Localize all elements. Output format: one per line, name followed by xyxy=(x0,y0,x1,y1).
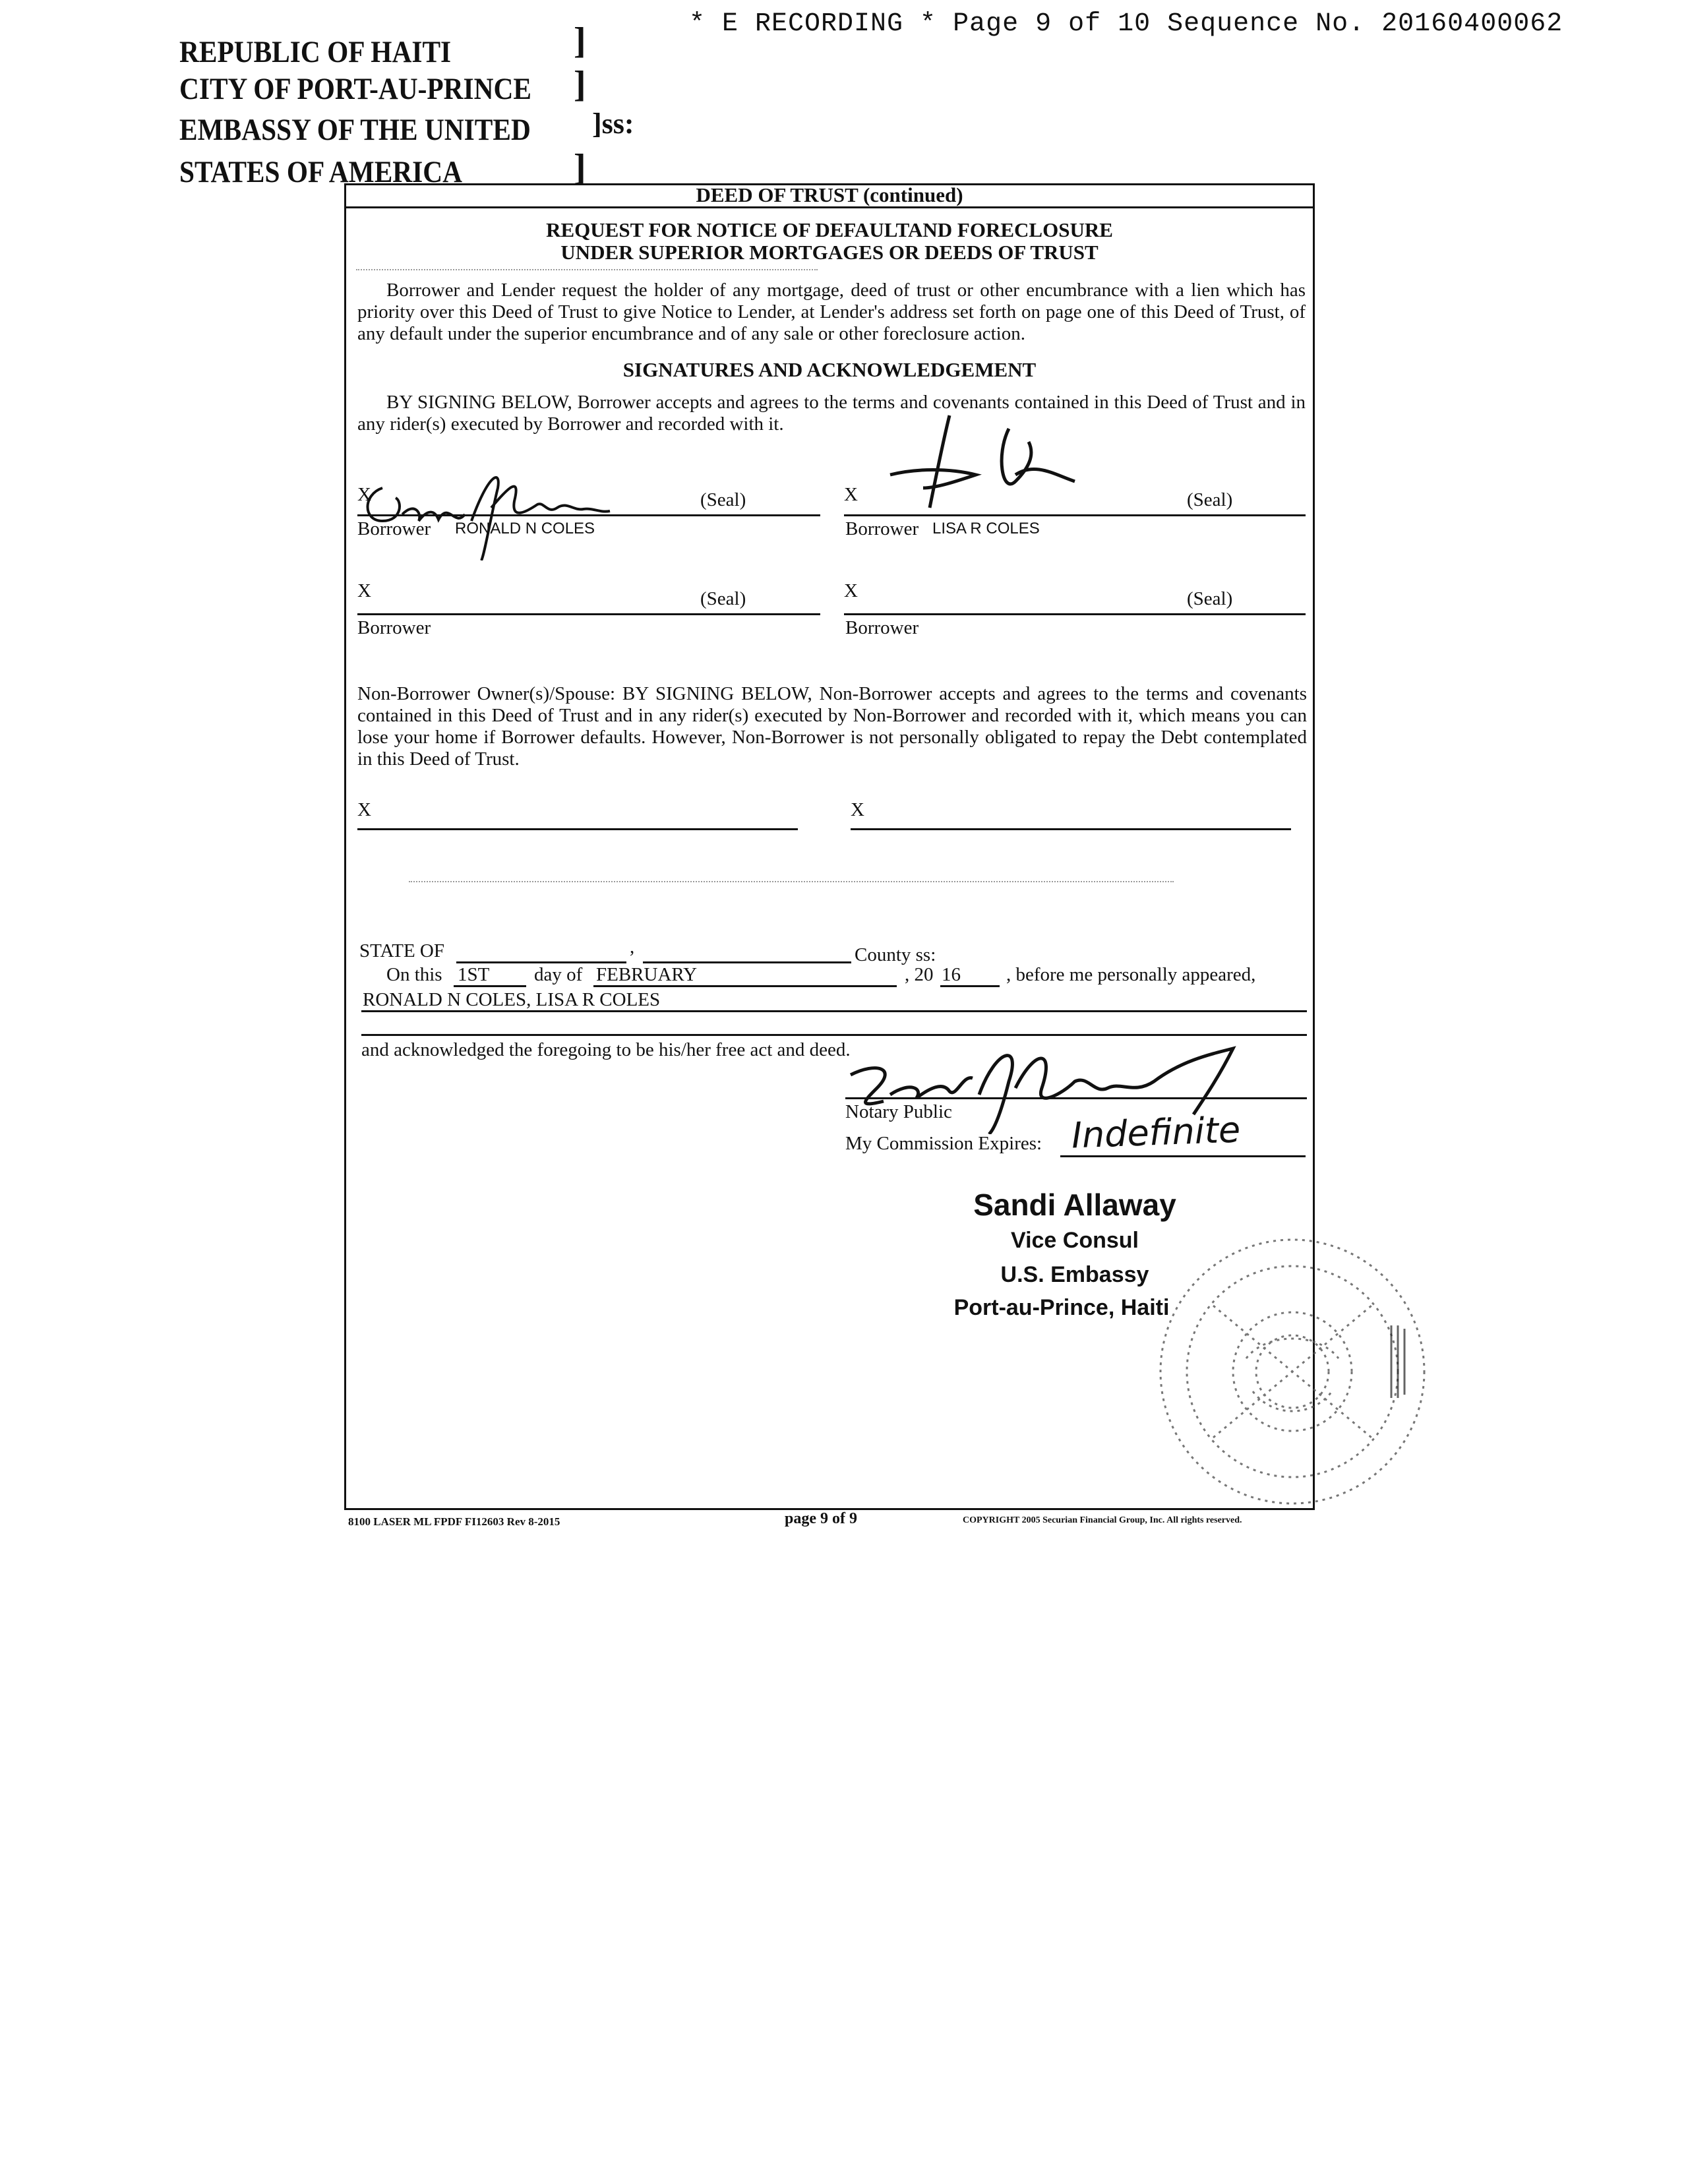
borrower-label-2: Borrower xyxy=(845,518,919,539)
on-this-label: On this xyxy=(386,964,442,985)
seal-3: (Seal) xyxy=(700,588,746,609)
signature-line-2 xyxy=(844,514,1306,516)
seal-4: (Seal) xyxy=(1187,588,1233,609)
venue-bracket-2: ] xyxy=(574,64,586,105)
venue-line-4: STATES OF AMERICA xyxy=(179,155,462,189)
year-prefix: , 20 xyxy=(905,964,934,985)
notary-line xyxy=(845,1097,1307,1099)
acknowledged-text: and acknowledged the foregoing to be his/her free act and deed. xyxy=(361,1039,851,1060)
request-title-2: UNDER SUPERIOR MORTGAGES OR DEEDS OF TRUST xyxy=(560,241,1099,264)
footer-form: 8100 LASER ML FPDF FI12603 Rev 8-2015 xyxy=(348,1515,560,1528)
consul-office: U.S. Embassy xyxy=(1000,1262,1149,1287)
year-blank xyxy=(940,985,1000,987)
signature-line-4 xyxy=(844,613,1306,615)
notary-public-label: Notary Public xyxy=(845,1101,952,1122)
doc-title: DEED OF TRUST (continued) xyxy=(344,183,1315,208)
request-title-1: REQUEST FOR NOTICE OF DEFAULTAND FORECLOSURE xyxy=(546,218,1113,241)
signature-line-5 xyxy=(357,828,798,830)
month-blank xyxy=(593,985,897,987)
month-value: FEBRUARY xyxy=(596,964,698,985)
county-blank xyxy=(643,961,851,963)
divider xyxy=(356,269,818,270)
x-mark-4: X xyxy=(844,580,858,601)
sig-title: SIGNATURES AND ACKNOWLEDGEMENT xyxy=(622,358,1037,381)
borrower-label-3: Borrower xyxy=(357,617,431,638)
divider xyxy=(409,881,1174,882)
nonborrower-text: Non-Borrower Owner(s)/Spouse: BY SIGNING BELOW, Non-Borrower accepts and agrees to the terms and covenants contained in this Deed of Trust and in any rider(s) executed by Non-Borrower and recorded with it, which means you can lose your home if Borrower defaults. However, Non-Borrower is not personally obligated to repay the Debt contemplated in this Deed of Trust. xyxy=(357,683,1307,770)
sig-text: BY SIGNING BELOW, Borrower accepts and agrees to the terms and covenants contained in this Deed of Trust and in any rider(s) executed by Borrower and recorded with it. xyxy=(357,392,1306,435)
state-blank xyxy=(456,961,626,963)
borrower-name-1: RONALD N COLES xyxy=(455,520,595,537)
day-blank xyxy=(454,985,526,987)
x-mark-5: X xyxy=(357,799,371,820)
recording-header: * E RECORDING * Page 9 of 10 Sequence No. 20160400062 xyxy=(689,9,1563,39)
borrower-name-2: LISA R COLES xyxy=(932,520,1040,537)
x-mark-3: X xyxy=(357,580,371,601)
footer-page: page 9 of 9 xyxy=(785,1510,857,1527)
year-value: 16 xyxy=(942,964,961,985)
consul-title: Vice Consul xyxy=(1011,1228,1139,1253)
x-mark-6: X xyxy=(851,799,864,820)
county-label: County ss: xyxy=(855,944,936,965)
signature-ronald xyxy=(356,448,646,561)
state-of-label: STATE OF xyxy=(359,940,444,961)
commission-label: My Commission Expires: xyxy=(845,1133,1042,1154)
venue-bracket-1: ] xyxy=(574,20,586,61)
commission-line xyxy=(1060,1155,1306,1157)
venue-line-3: EMBASSY OF THE UNITED xyxy=(179,113,531,147)
signature-lisa xyxy=(877,402,1101,514)
request-text: Borrower and Lender request the holder of any mortgage, deed of trust or other encumbrance with a lien which has priority over this Deed of Trust to give Notice to Lender, at Lender's address set forth on page one of this Deed of Trust, of any default under the superior encumbrance and of any sale or other foreclosure action. xyxy=(357,280,1306,344)
x-mark-1: X xyxy=(357,484,371,505)
day-value: 1ST xyxy=(458,964,490,985)
appeared-names: RONALD N COLES, LISA R COLES xyxy=(363,989,661,1010)
names-line-1 xyxy=(361,1010,1307,1012)
footer-copyright: COPYRIGHT 2005 Securian Financial Group, Inc. All rights reserved. xyxy=(963,1515,1242,1525)
venue-line-1: REPUBLIC OF HAITI xyxy=(179,35,452,69)
state-comma: , xyxy=(630,936,635,957)
venue-ss: ]ss: xyxy=(592,107,634,140)
consul-name: Sandi Allaway xyxy=(973,1188,1176,1222)
appeared-text: , before me personally appeared, xyxy=(1006,964,1256,985)
seal-2: (Seal) xyxy=(1187,489,1233,510)
consul-city: Port-au-Prince, Haiti xyxy=(953,1295,1170,1320)
borrower-label-1: Borrower xyxy=(357,518,431,539)
day-of-label: day of xyxy=(534,964,583,985)
signature-line-6 xyxy=(851,828,1291,830)
seal-1: (Seal) xyxy=(700,489,746,510)
signature-line-3 xyxy=(357,613,820,615)
borrower-label-4: Borrower xyxy=(845,617,919,638)
commission-value: Indefinite xyxy=(1070,1108,1242,1157)
embassy-seal-emblem xyxy=(1114,1227,1470,1517)
x-mark-2: X xyxy=(844,484,858,505)
venue-bracket-4: ] xyxy=(574,147,586,188)
venue-line-2: CITY OF PORT-AU-PRINCE xyxy=(179,72,531,106)
